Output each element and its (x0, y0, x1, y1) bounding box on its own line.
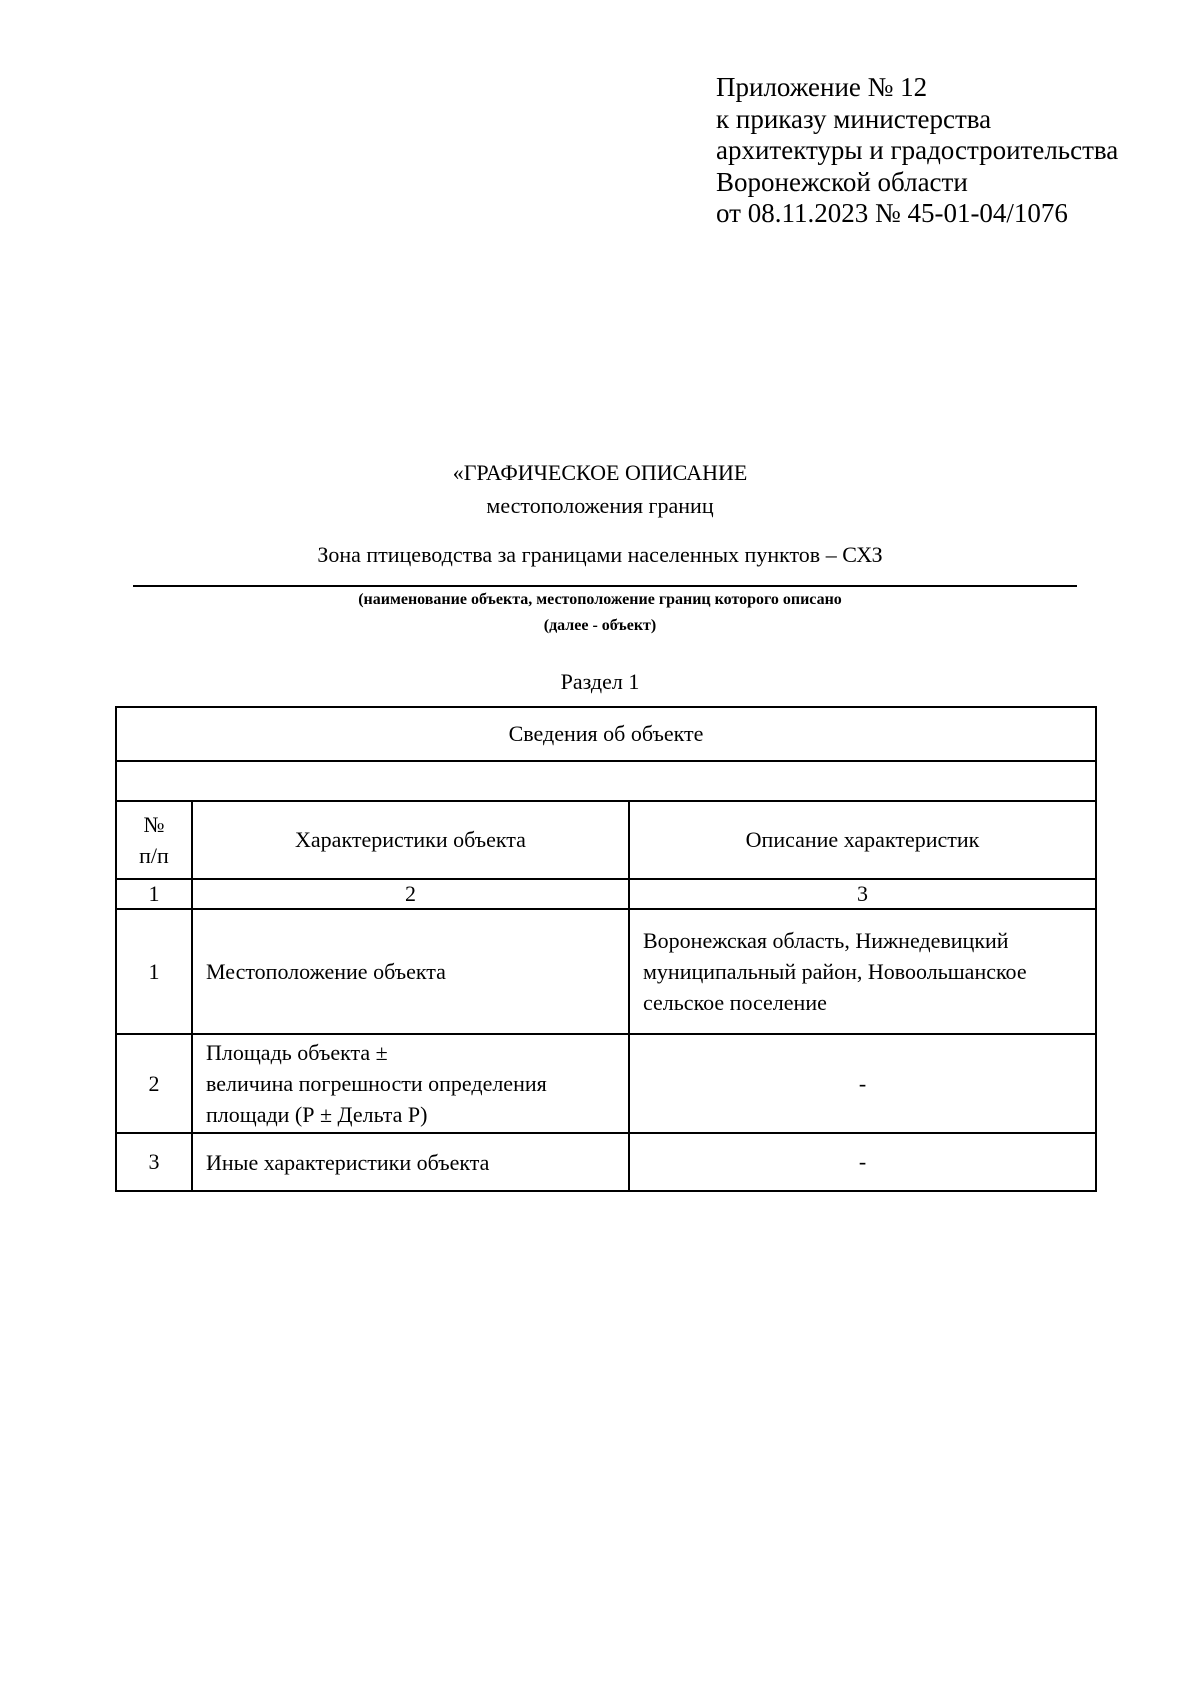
document-title: «ГРАФИЧЕСКОЕ ОПИСАНИЕ (452, 460, 748, 485)
header-description: Описание характеристик (629, 801, 1096, 879)
row-description (629, 909, 1096, 1034)
document-subtitle: местоположения границ (486, 493, 714, 518)
row-characteristic (192, 1133, 629, 1191)
table-empty-row (116, 761, 1096, 801)
column-number: 3 (629, 879, 1096, 909)
table-title: Сведения об объекте (116, 707, 1096, 761)
annex-line-3: архитектуры и градостроительства (716, 135, 1119, 165)
header-num-line-1: № (143, 812, 165, 837)
table-row (116, 1133, 1096, 1191)
section-heading: Раздел 1 (560, 669, 640, 694)
row-description (629, 1133, 1096, 1191)
table-header-row (116, 801, 1096, 879)
row-characteristic (192, 1034, 629, 1133)
table-title-row (116, 707, 1096, 761)
row-characteristic (192, 909, 629, 1034)
annex-header (716, 72, 1118, 230)
empty-cell (116, 761, 1096, 801)
characteristic-line: Местоположение объекта (206, 959, 446, 984)
object-info-table (115, 706, 1097, 1192)
description-line: сельское поселение (643, 990, 827, 1015)
annex-line-1: Приложение № 12 (716, 72, 928, 102)
description-line: Воронежская область, Нижнедевицкий (643, 928, 1009, 953)
column-number: 1 (116, 879, 192, 909)
characteristic-line: площади (Р ± Дельта Р) (206, 1102, 428, 1127)
row-number: 1 (116, 909, 192, 1034)
description-line: - (858, 1149, 867, 1174)
annex-line-4: Воронежской области (716, 166, 968, 197)
description-line: - (858, 1070, 867, 1096)
underline-divider (133, 585, 1077, 587)
row-number: 3 (116, 1133, 192, 1191)
object-caption-line-1: (наименование объекта, местоположение границ которого описано (358, 591, 842, 608)
header-characteristics: Характеристики объекта (192, 801, 629, 879)
header-num-cell (116, 801, 192, 879)
description-line: муниципальный район, Новоольшанское (643, 959, 1027, 984)
table-row (116, 1034, 1096, 1133)
column-number: 2 (192, 879, 629, 909)
header-num-line-2: п/п (139, 843, 169, 868)
row-number: 2 (116, 1034, 192, 1133)
table-row (116, 909, 1096, 1034)
row-description (629, 1034, 1096, 1133)
column-number-row (116, 879, 1096, 909)
characteristic-line: Иные характеристики объекта (206, 1149, 490, 1175)
object-caption-line-2: (далее - объект) (543, 617, 657, 634)
annex-line-5: от 08.11.2023 № 45-01-04/1076 (716, 198, 1068, 228)
characteristic-line: Площадь объекта ± (206, 1040, 388, 1065)
annex-line-2: к приказу министерства (716, 103, 992, 134)
characteristic-line: величина погрешности определения (206, 1071, 547, 1096)
object-name: Зона птицеводства за границами населенных пунктов – СХЗ (317, 542, 883, 567)
